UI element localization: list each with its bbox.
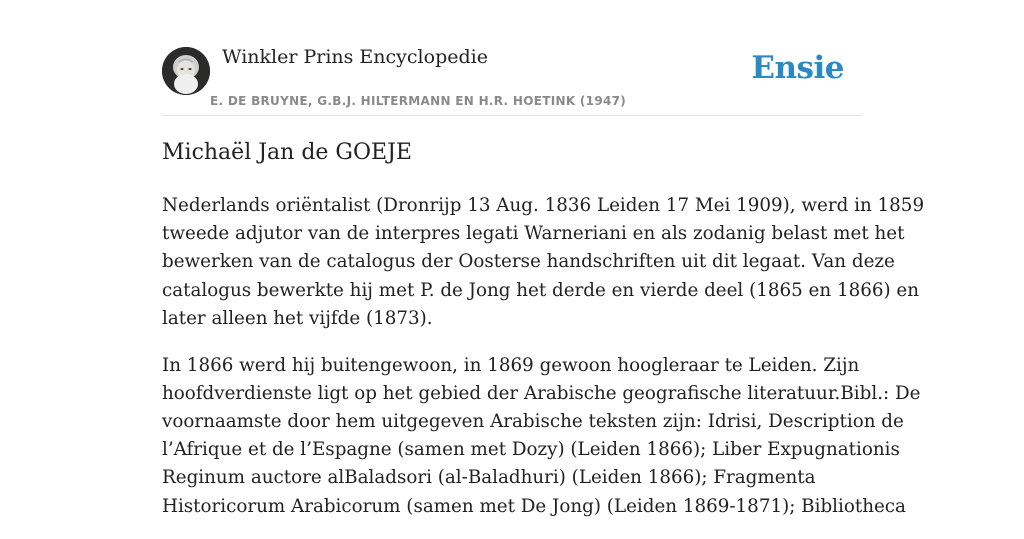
brand-logo[interactable]: Ensie [751,50,844,86]
text-line: Reginum auctore alBaladsori (al-Baladhuri) (Leiden 1866); Fragmenta [162,467,816,489]
text-line: Historicorum Arabicorum (samen met De Jong) (Leiden 1869-1871); Bibliotheca [162,495,906,517]
paragraph-1 [162,192,925,333]
author-portrait-icon [162,47,210,95]
source-title[interactable]: Winkler Prins Encyclopedie [222,46,488,68]
text-line: hoofdverdienste ligt op het gebied der Arabische geografische literatuur.Bibl.: De [162,382,921,404]
text-line: Nederlands oriëntalist (Dronrijp 13 Aug. 1836 Leiden 17 Mei 1909), werd in 1859 [162,195,925,216]
page [162,0,925,517]
article-body [162,192,925,539]
source-authors: E. DE BRUYNE, G.B.J. HILTERMANN EN H.R. HOETINK (1947) [210,94,627,108]
author-avatar[interactable] [162,47,210,95]
text-line: In 1866 werd hij buitengewoon, in 1869 gewoon hoogleraar te Leiden. Zijn [162,354,860,376]
text-line: l’Afrique et de l’Espagne (samen met Dozy) (Leiden 1866); Liber Expugnationis [162,439,900,461]
text-line: later alleen het vijfde (1873). [162,307,433,329]
text-line: tweede adjutor van de interpres legati Warneriani en als zodanig belast met het [162,223,905,245]
text-line: bewerken van de catalogus der Oosterse handschriften uit dit legaat. Van deze [162,251,895,273]
text-line: catalogus bewerkte hij met P. de Jong het derde en vierde deel (1865 en 1866) en [162,279,920,301]
source-header [162,0,862,116]
paragraph-2 [162,352,921,521]
text-line: voornaamste door hem uitgegeven Arabische teksten zijn: Idrisi, Description de [162,411,904,433]
article-title: Michaël Jan de GOEJE [162,140,412,165]
